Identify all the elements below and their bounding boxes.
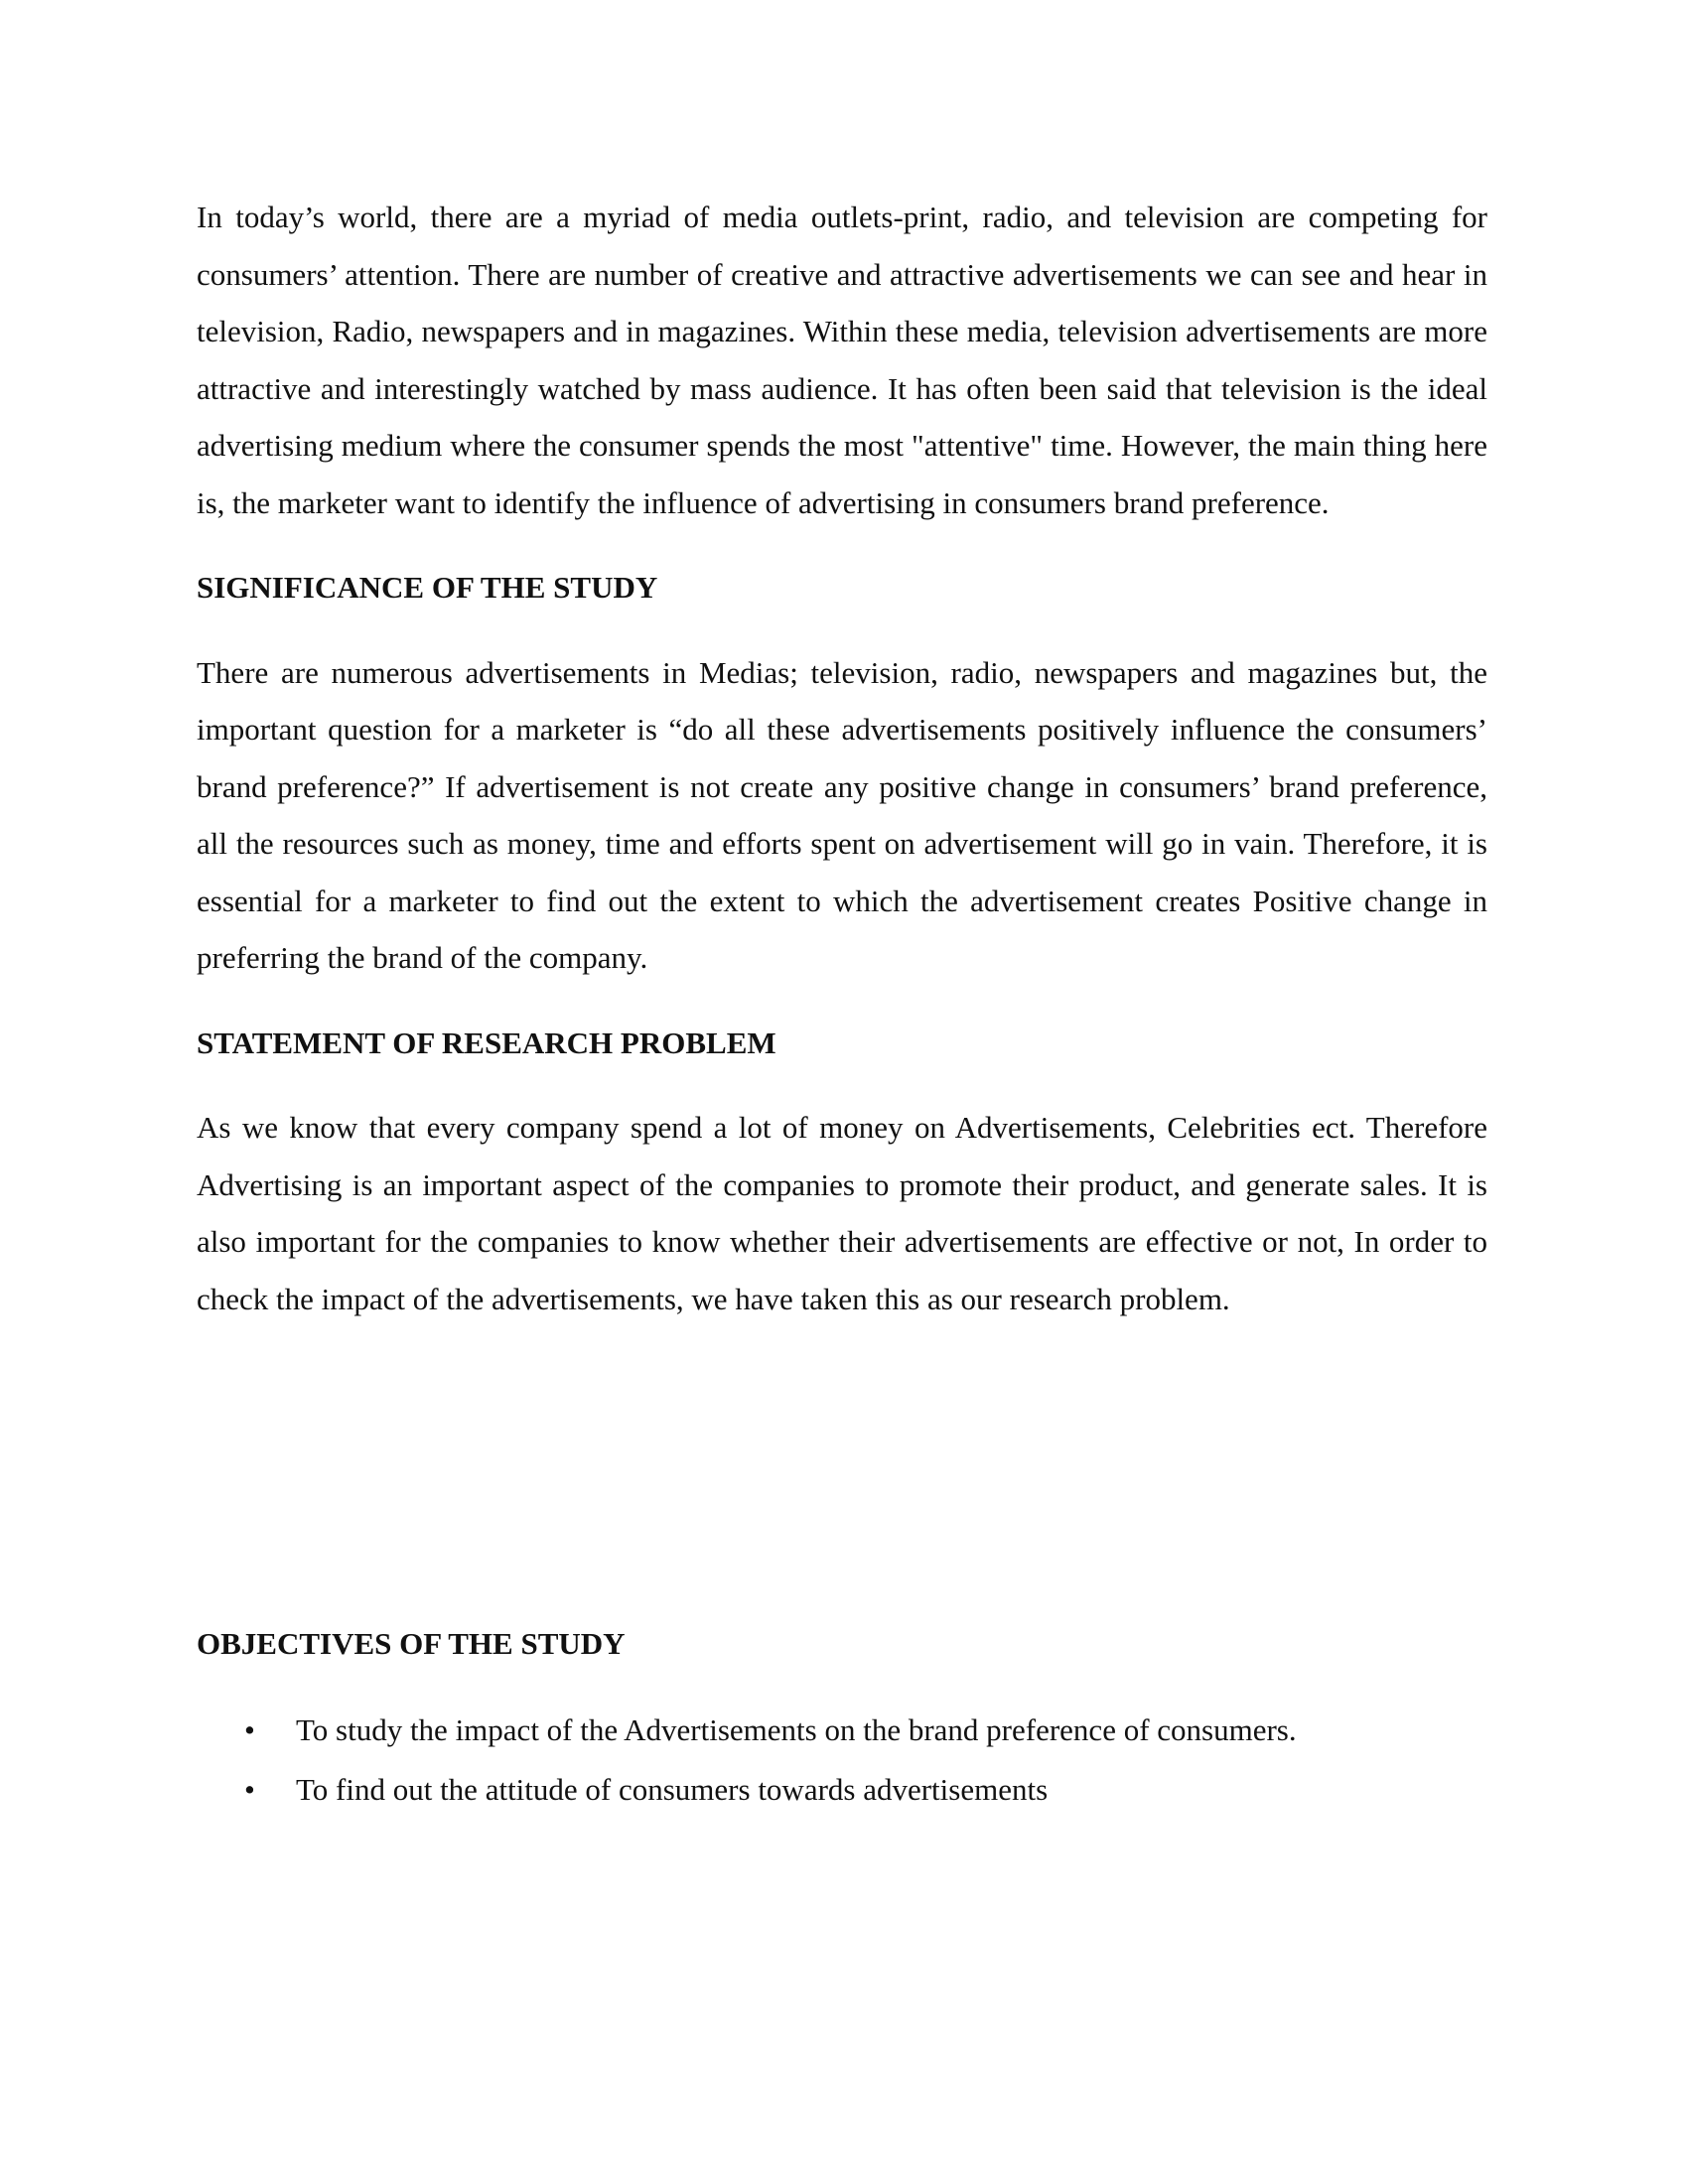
significance-heading: SIGNIFICANCE OF THE STUDY <box>197 570 658 605</box>
significance-paragraph: There are numerous advertisements in Medias; television, radio, newspapers and magazines but, the important question for a marketer is “do all these advertisements positively influence the consumers’ brand preference?” If advertisement is not create any positive change in consumers’ brand preference, all the resources such as money, time and efforts spent on advertisement will go in vain. Therefore, it is essential for a marketer to find out the extent to which the advertisement creates Positive change in preferring the brand of the company. <box>197 654 1487 975</box>
bullet-icon: • <box>244 1711 255 1747</box>
bullet-icon: • <box>244 1771 255 1807</box>
research-problem-paragraph: As we know that every company spend a lot of money on Advertisements, Celebrities ect. Therefore Advertising is an important aspect of the companies to promote their product, and generate sales. It is also important for the companies to know whether their advertisements are effective or not, In order to check the impact of the advertisements, we have taken this as our research problem. <box>197 1110 1487 1316</box>
objective-text: To find out the attitude of consumers towards advertisements <box>296 1771 1049 1807</box>
intro-paragraph: In today’s world, there are a myriad of media outlets-print, radio, and television are competing for consumers’ attention. There are number of creative and attractive advertisements we can see and hear in television, Radio, newspapers and in magazines. Within these media, television advertisements are more attractive and interestingly watched by mass audience. It has often been said that television is the ideal advertising medium where the consumer spends the most "attentive" time. However, the main thing here is, the marketer want to identify the influence of advertising in consumers brand preference. <box>197 200 1487 520</box>
list-item <box>197 1760 1487 1820</box>
list-item <box>197 1701 1487 1760</box>
research-problem-heading: STATEMENT OF RESEARCH PROBLEM <box>197 1024 776 1060</box>
objectives-list <box>197 1701 1487 1820</box>
document-page <box>197 189 1487 1820</box>
objective-text: To study the impact of the Advertisements on the brand preference of consumers. <box>296 1711 1297 1747</box>
objectives-heading: OBJECTIVES OF THE STUDY <box>197 1626 626 1661</box>
